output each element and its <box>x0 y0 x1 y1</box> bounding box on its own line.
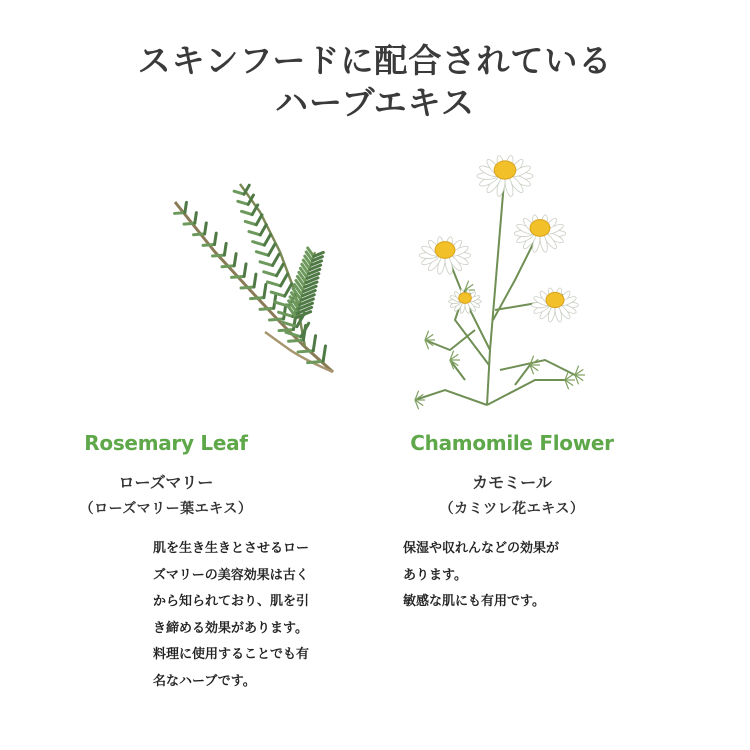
rosemary-needle <box>298 351 313 352</box>
rosemary-needle <box>244 264 246 276</box>
rosemary-needle <box>194 234 205 235</box>
chamomile-flower <box>532 287 579 322</box>
rosemary-needle <box>224 243 226 255</box>
rosemary-needle <box>215 233 217 244</box>
herb-name-jp: ローズマリー <box>118 473 214 492</box>
herb-card-chamomile <box>375 0 750 750</box>
rosemary-needle <box>270 319 284 320</box>
chamomile-illustration <box>405 140 585 410</box>
description-line: ズマリーの美容効果は古く <box>153 567 309 583</box>
description-line: 料理に使用することでも有 <box>153 647 310 662</box>
chamomile-flower <box>477 155 533 197</box>
rosemary-needle <box>323 346 325 361</box>
page-title-line-1: スキンフードに配合されている <box>137 41 613 80</box>
description-line: 名なハーブです。 <box>153 673 256 689</box>
rosemary-needle <box>264 272 277 276</box>
rosemary-needle <box>253 242 265 246</box>
rosemary-needle <box>213 255 225 256</box>
rosemary-needle <box>251 298 264 299</box>
herb-name-en: Chamomile Flower <box>410 431 614 455</box>
rosemary-needle <box>268 244 274 255</box>
page-title-line-2: ハーブエキス <box>274 83 476 122</box>
rosemary-needle <box>241 287 254 288</box>
rosemary-illustration <box>155 172 340 377</box>
rosemary-needle <box>234 191 244 194</box>
rosemary-needle <box>256 215 262 225</box>
rosemary-needle <box>184 223 195 224</box>
herb-name-jp: カモミール <box>472 473 552 492</box>
rosemary-needle <box>289 340 304 341</box>
rosemary-needle <box>281 274 288 286</box>
herb-name-en: Rosemary Leaf <box>84 431 248 455</box>
description-line: から知られており、肌を引 <box>153 594 310 609</box>
description-line: 肌を生き生きとさせるロー <box>153 541 310 556</box>
rosemary-needle <box>279 330 293 331</box>
rosemary-needle <box>234 254 236 266</box>
rosemary-needle <box>308 361 324 362</box>
rosemary-needle <box>195 213 197 224</box>
rosemary-needle <box>279 312 293 316</box>
rosemary-needle <box>285 284 292 296</box>
rosemary-needle <box>313 336 315 351</box>
rosemary-needle <box>242 211 253 214</box>
rosemary-needle <box>260 225 266 235</box>
chamomile-flower <box>419 236 470 275</box>
rosemary-needle <box>264 284 266 297</box>
rosemary-needle <box>264 234 270 245</box>
description-line: き締める効果があります。 <box>153 620 308 636</box>
rosemary-needle <box>256 252 268 256</box>
rosemary-needle <box>232 276 245 277</box>
rosemary-needle <box>175 213 185 214</box>
rosemary-needle <box>203 245 214 246</box>
rosemary-needle <box>245 221 256 224</box>
rosemary-needle <box>273 254 279 265</box>
herb-description <box>403 536 559 616</box>
herb-ingredient-name: （ローズマリー葉エキス） <box>79 501 253 517</box>
description-line: 保湿や収れんなどの効果が <box>403 541 560 556</box>
rosemary-needle <box>267 282 280 286</box>
rosemary-needle <box>249 232 260 235</box>
herb-ingredient-name: （カミツレ花エキス） <box>439 501 585 517</box>
rosemary-needle <box>277 264 284 276</box>
rosemary-needle <box>205 223 207 234</box>
description-line: あります。 <box>403 567 467 583</box>
rosemary-needle <box>185 202 187 212</box>
rosemary-needle <box>271 292 285 296</box>
chamomile-flower <box>449 289 482 314</box>
herb-description <box>153 536 309 695</box>
rosemary-needle <box>238 201 248 204</box>
rosemary-needle <box>260 262 272 266</box>
rosemary-needle <box>254 274 256 287</box>
rosemary-needle <box>284 305 286 319</box>
description-line: 敏感な肌にも有用です。 <box>403 594 545 609</box>
chamomile-flower <box>514 214 565 253</box>
rosemary-needle <box>222 266 234 267</box>
rosemary-needle <box>260 308 274 309</box>
